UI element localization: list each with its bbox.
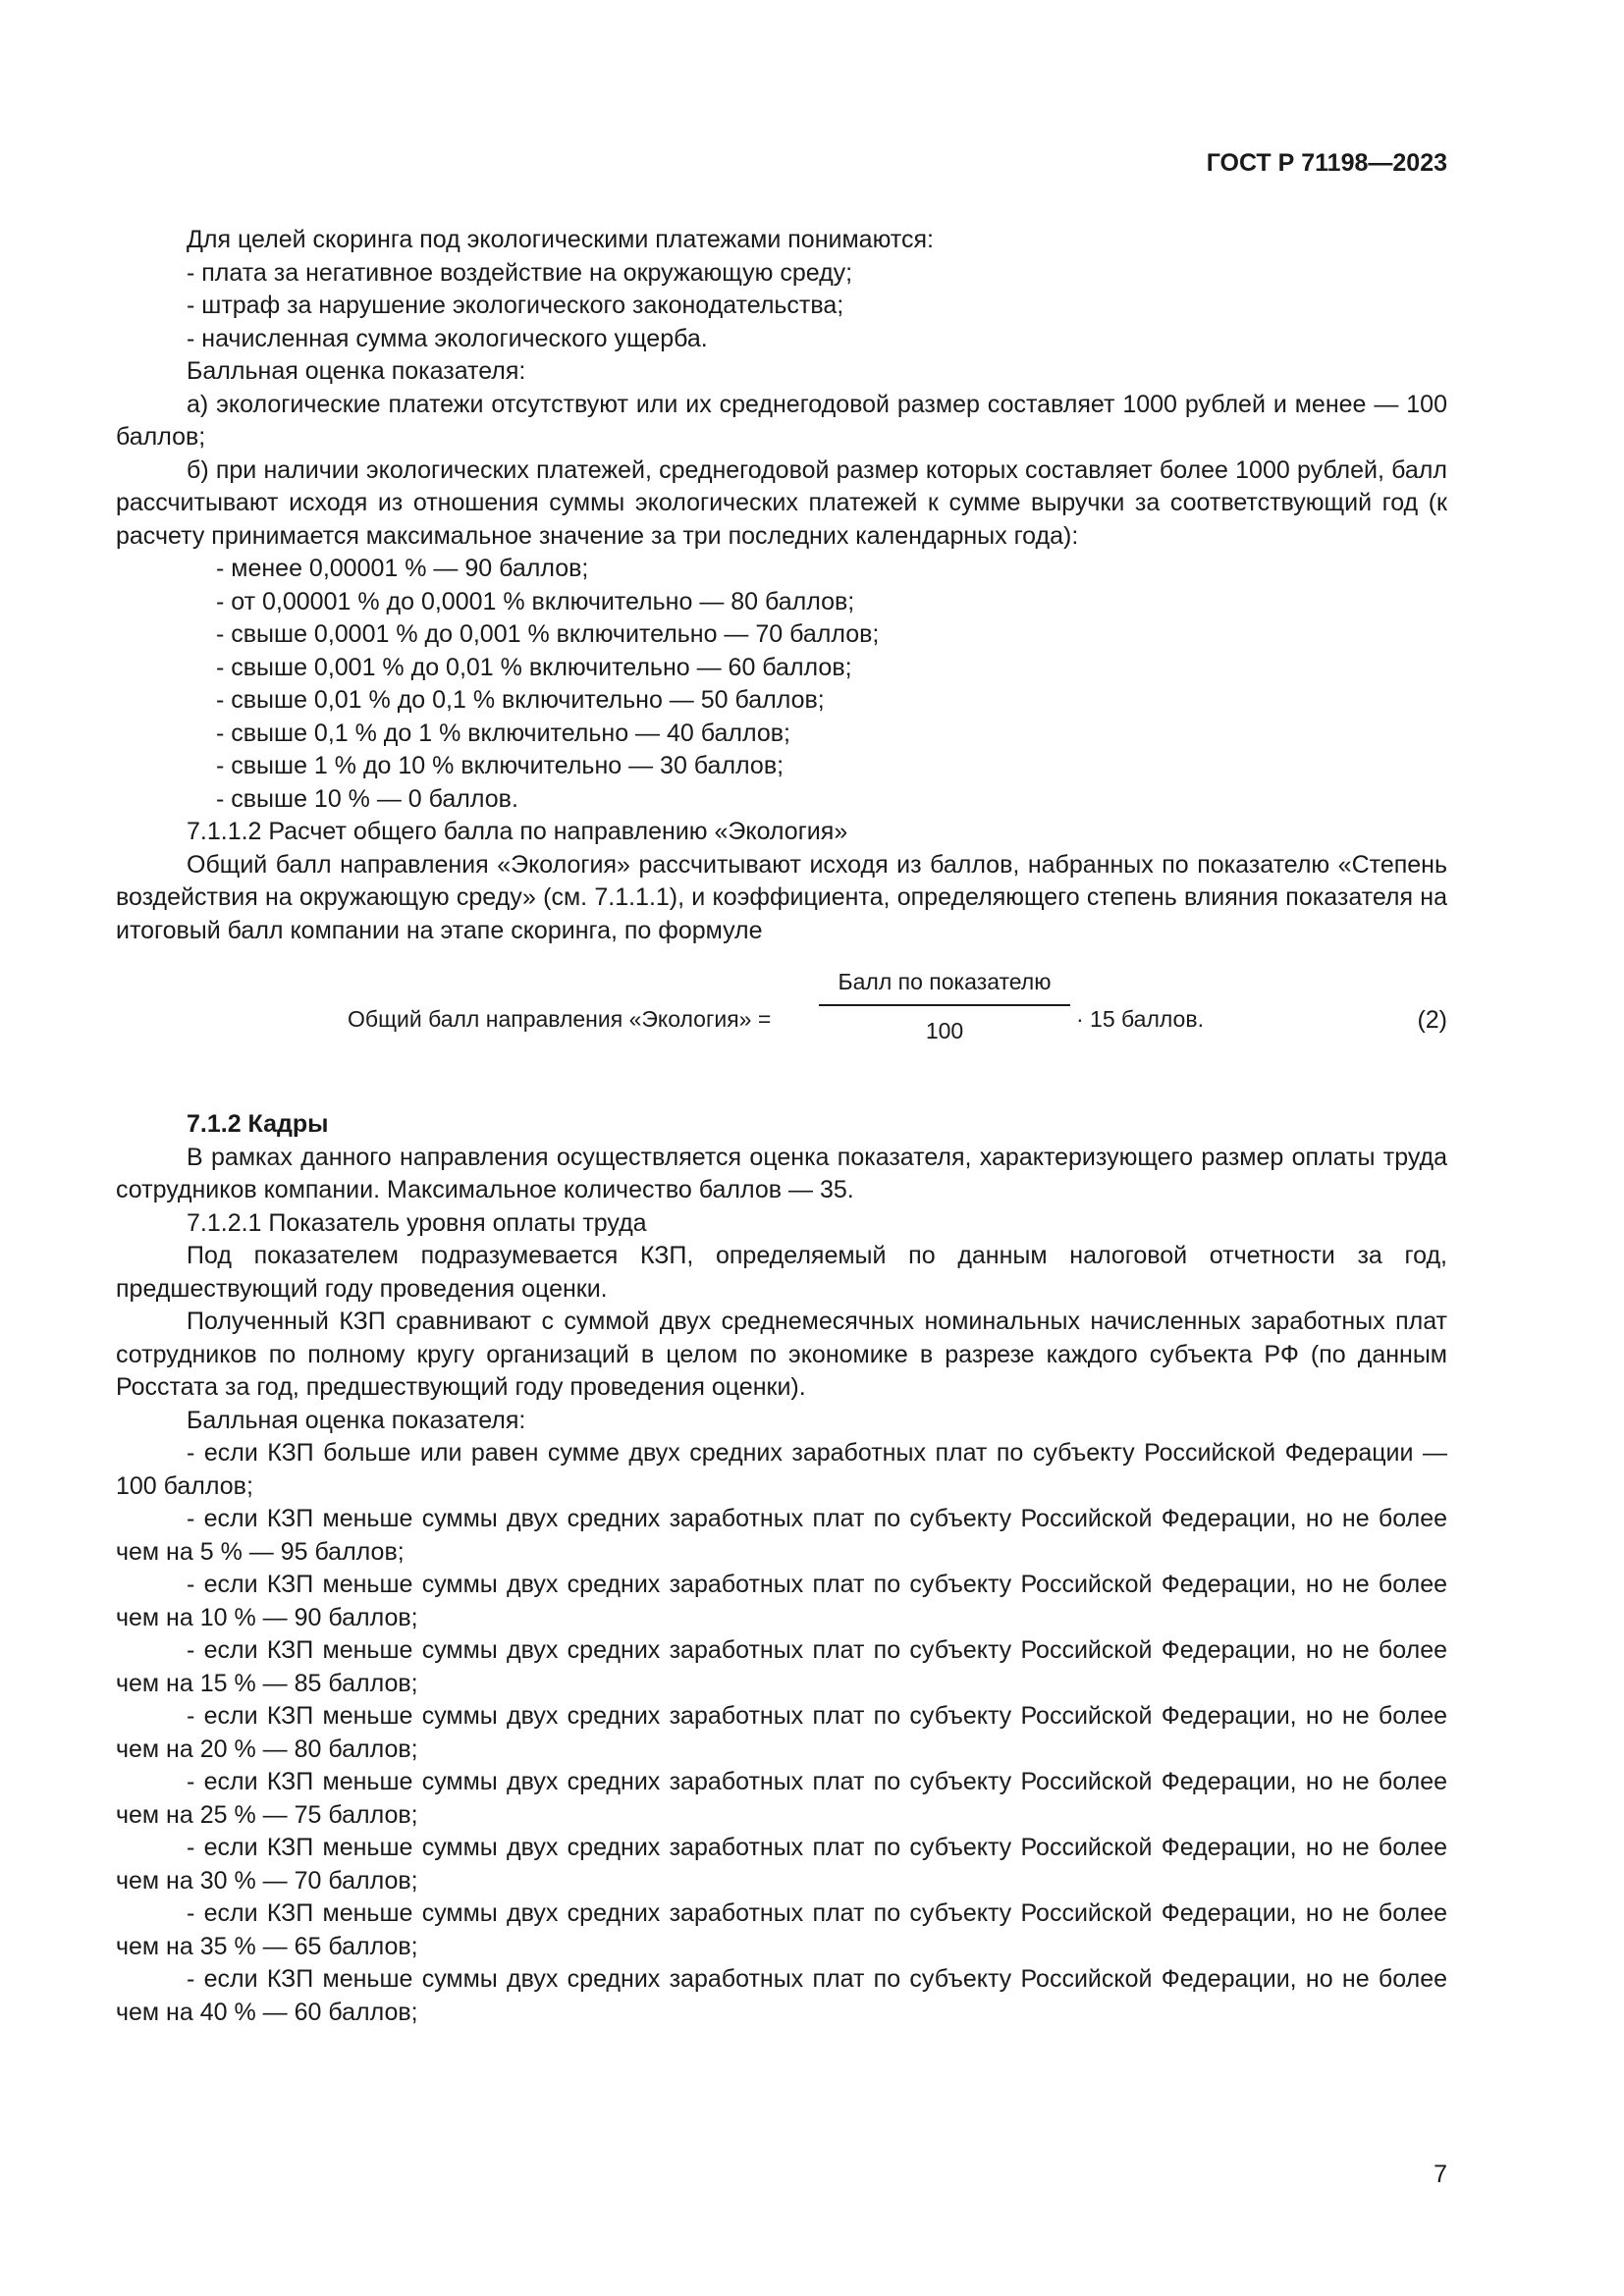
staff-subsection-heading: 7.1.2.1 Показатель уровня оплаты труда [187,1208,647,1237]
staff-score-item: - если КЗП меньше суммы двух средних заработных плат по субъекту Российской Федерации, но не более чем на 30 % — 70 баллов; [116,1834,1447,1895]
document-body [116,224,1447,2029]
fraction-bar [819,1004,1070,1006]
formula-numerator: Балл по показателю [838,969,1052,994]
staff-paragraph: Под показателем подразумевается КЗП, определяемый по данным налоговой отчетности за год, предшествующий году проведения оценки. [116,1242,1447,1303]
formula-2 [116,965,1447,1081]
staff-paragraph: Полученный КЗП сравнивают с суммой двух среднемесячных номинальных начисленных заработных плат сотрудников по полному кругу организаций в целом по экономике в разрезе каждого субъекта РФ (по данным Росстата за год, предшествующий году проведения оценки). [116,1308,1447,1401]
document-page [116,0,1447,2296]
eco-range-item: - от 0,00001 % до 0,0001 % включительно — 80 баллов; [216,587,855,615]
formula-denominator: 100 [925,1018,964,1043]
eco-range-item: - свыше 0,01 % до 0,1 % включительно — 50 баллов; [216,686,825,714]
formula-fraction [819,965,1070,1047]
staff-score-item: - если КЗП больше или равен сумме двух средних заработных плат по субъекту Российской Федерации — 100 баллов; [116,1439,1447,1500]
eco-score-label: Балльная оценка показателя: [187,357,526,385]
eco-range-item: - свыше 0,0001 % до 0,001 % включительно — 70 баллов; [216,620,880,648]
eco-range-item: - менее 0,00001 % — 90 баллов; [216,555,589,582]
eco-range-item: - свыше 0,001 % до 0,01 % включительно — 60 баллов; [216,653,852,681]
staff-score-item: - если КЗП меньше суммы двух средних заработных плат по субъекту Российской Федерации, но не более чем на 20 % — 80 баллов; [116,1702,1447,1763]
staff-score-item: - если КЗП меньше суммы двух средних заработных плат по субъекту Российской Федерации, но не более чем на 35 % — 65 баллов; [116,1899,1447,1960]
eco-range-item: - свыше 0,1 % до 1 % включительно — 40 баллов; [216,719,790,747]
eco-item: - начисленная сумма экологического ущерба. [187,324,708,352]
eco-score-a: а) экологические платежи отсутствуют или их среднегодовой размер составляет 1000 рублей и менее — 100 баллов; [116,390,1447,451]
document-code-header: ГОСТ Р 71198—2023 [1206,149,1447,177]
eco-subsection-heading: 7.1.1.2 Расчет общего балла по направлению «Экология» [187,818,848,845]
staff-score-item: - если КЗП меньше суммы двух средних заработных плат по субъекту Российской Федерации, но не более чем на 5 % — 95 баллов; [116,1505,1447,1566]
formula-left-side: Общий балл направления «Экология» = [348,1006,772,1032]
staff-score-item: - если КЗП меньше суммы двух средних заработных плат по субъекту Российской Федерации, но не более чем на 10 % — 90 баллов; [116,1571,1447,1631]
eco-total-text: Общий балл направления «Экология» рассчитывают исходя из баллов, набранных по показателю «Степень воздействия на окружающую среду» (см. 7.1.1.1), и коэффициента, определяющего степень влияния показателя на итоговый балл компании на этапе скоринга, по формуле [116,850,1447,944]
staff-score-label: Балльная оценка показателя: [187,1406,526,1434]
eco-range-item: - свыше 1 % до 10 % включительно — 30 баллов; [216,752,785,779]
staff-section-heading: 7.1.2 Кадры [187,1110,329,1138]
eco-item: - плата за негативное воздействие на окружающую среду; [187,258,853,287]
eco-score-b: б) при наличии экологических платежей, среднегодовой размер которых составляет более 1000 рублей, балл рассчитывают исходя из отношения суммы экологических платежей к сумме выручки за соответствующий год (к расчету принимается максимальное значение за три последних календарных года): [116,455,1447,550]
formula-number: (2) [1417,1006,1447,1034]
formula-right-side: · 15 баллов. [1076,1006,1204,1032]
eco-intro: Для целей скоринга под экологическими платежами понимаются: [187,226,934,253]
eco-item: - штраф за нарушение экологического законодательства; [187,292,844,319]
staff-score-item: - если КЗП меньше суммы двух средних заработных плат по субъекту Российской Федерации, но не более чем на 25 % — 75 баллов; [116,1768,1447,1829]
staff-paragraph: В рамках данного направления осуществляется оценка показателя, характеризующего размер оплаты труда сотрудников компании. Максимальное количество баллов — 35. [116,1143,1447,1203]
eco-range-item: - свыше 10 % — 0 баллов. [216,784,518,813]
staff-score-item: - если КЗП меньше суммы двух средних заработных плат по субъекту Российской Федерации, но не более чем на 15 % — 85 баллов; [116,1636,1447,1697]
page-number: 7 [1434,2161,1447,2188]
staff-score-item: - если КЗП меньше суммы двух средних заработных плат по субъекту Российской Федерации, но не более чем на 40 % — 60 баллов; [116,1965,1447,2026]
